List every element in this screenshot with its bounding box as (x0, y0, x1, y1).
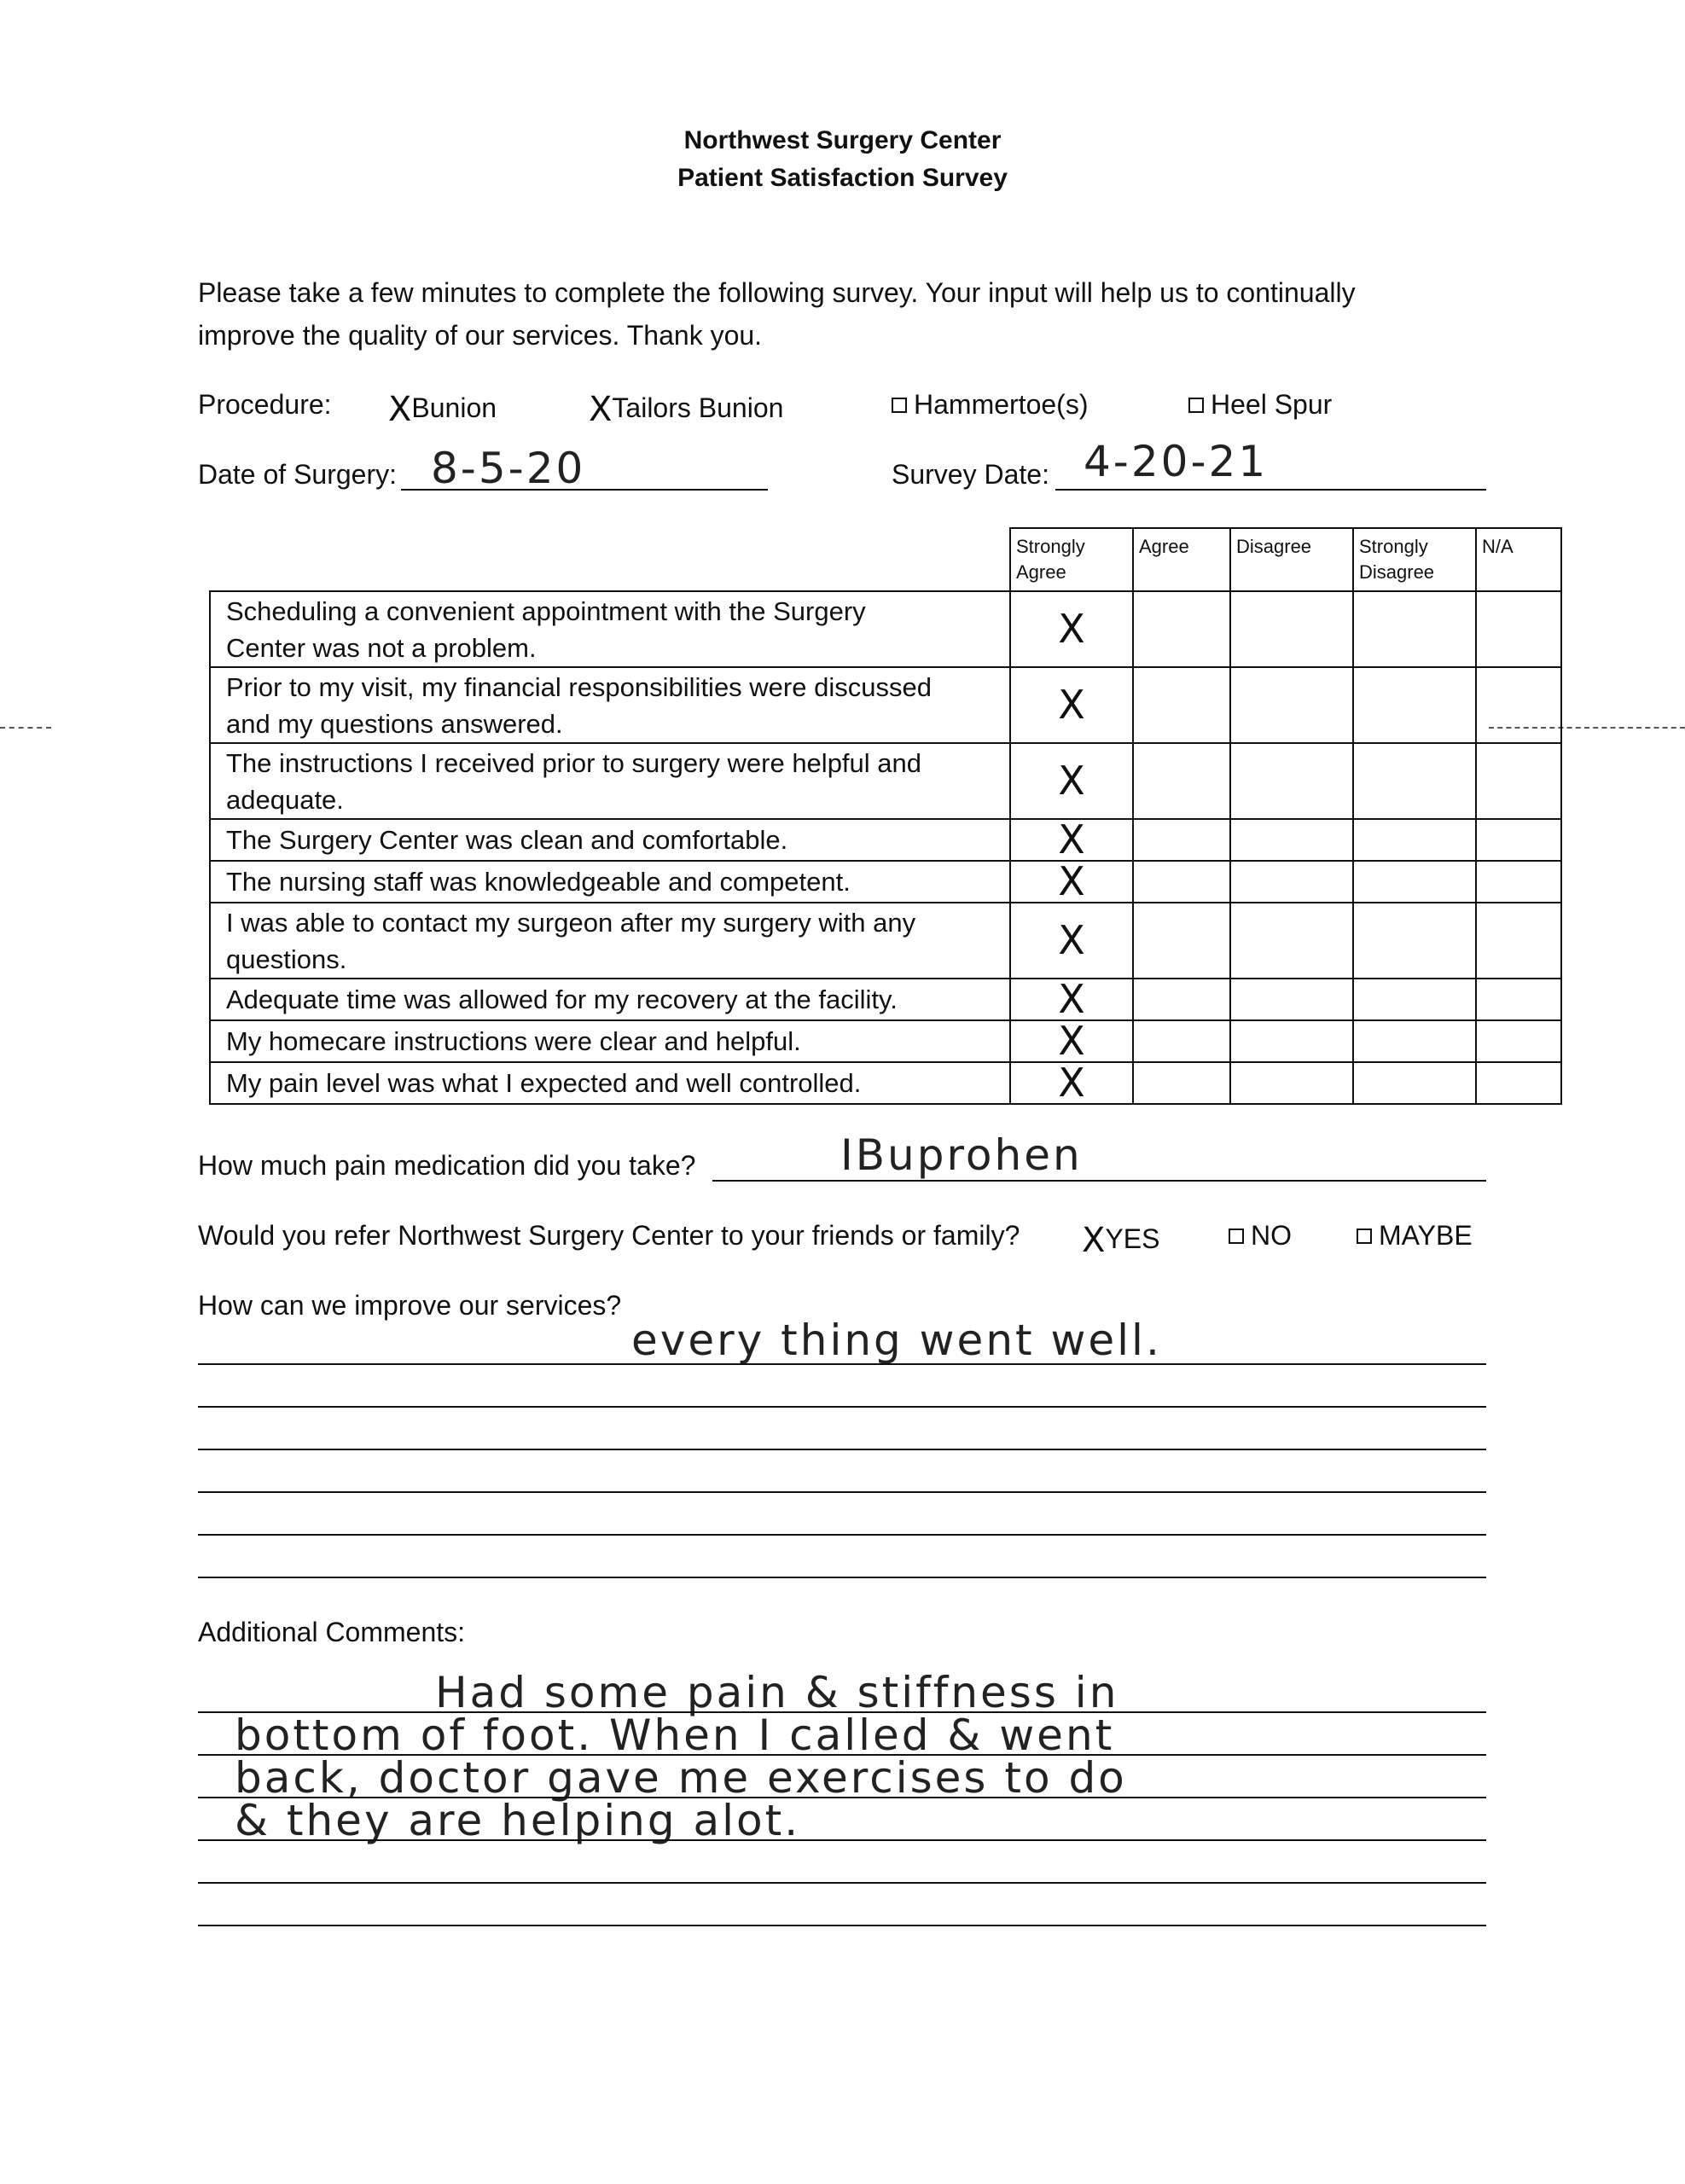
answer-cell-strongly-agree[interactable] (1010, 976, 1133, 1022)
checkbox-icon (1357, 1228, 1372, 1244)
refer-question: Would you refer Northwest Surgery Center to your friends or family? (198, 1220, 1020, 1251)
answer-cell-agree[interactable] (1133, 667, 1230, 743)
checkbox-icon (892, 398, 907, 413)
answer-cell-agree[interactable] (1133, 743, 1230, 819)
x-mark: X (1058, 606, 1085, 652)
question-cell: The instructions I received prior to surgery were helpful and adequate. (210, 743, 1010, 819)
writing-line (198, 1363, 1486, 1365)
procedure-option-heel-spur[interactable] (1188, 389, 1332, 421)
x-mark: X (1058, 682, 1085, 728)
comment-line-3[interactable]: back, doctor gave me exercises to do (235, 1753, 1127, 1803)
answer-cell-agree[interactable] (1133, 1062, 1230, 1104)
comment-line-2[interactable]: bottom of foot. When I called & went (235, 1711, 1115, 1760)
answer-cell-disagree[interactable] (1230, 743, 1353, 819)
checkbox-icon (1188, 398, 1204, 413)
answer-cell-strongly-disagree[interactable] (1353, 819, 1476, 861)
procedure-option-bunion[interactable] (388, 389, 497, 429)
procedure-label: Procedure: (198, 389, 332, 420)
column-header: N/A (1476, 528, 1561, 591)
refer-option-maybe[interactable] (1357, 1220, 1473, 1252)
table-row (210, 743, 1561, 819)
medication-question: How much pain medication did you take? (198, 1150, 696, 1181)
table-row (210, 1020, 1561, 1062)
answer-cell-strongly-disagree[interactable] (1353, 1062, 1476, 1104)
x-mark: X (1058, 917, 1085, 963)
procedure-option-label: Tailors Bunion (612, 392, 784, 423)
fold-mark (0, 727, 51, 729)
refer-option-no[interactable] (1229, 1220, 1292, 1252)
procedure-option-label: Hammertoe(s) (914, 389, 1089, 420)
answer-cell-strongly-disagree[interactable] (1353, 1020, 1476, 1062)
answer-cell-na[interactable] (1476, 591, 1561, 667)
answer-cell-strongly-agree[interactable] (1010, 591, 1133, 667)
satisfaction-table (209, 527, 1562, 1105)
writing-line (198, 1534, 1486, 1536)
answer-cell-na[interactable] (1476, 861, 1561, 903)
column-header: Disagree (1230, 528, 1353, 591)
answer-cell-disagree[interactable] (1230, 819, 1353, 861)
table-row (210, 819, 1561, 861)
refer-option-label: MAYBE (1379, 1220, 1473, 1251)
x-mark: X (1058, 976, 1085, 1022)
answer-cell-agree[interactable] (1133, 591, 1230, 667)
answer-cell-strongly-agree[interactable] (1010, 903, 1133, 979)
checked-x-mark: X (589, 390, 613, 429)
answer-cell-strongly-disagree[interactable] (1353, 861, 1476, 903)
x-mark: X (1058, 1018, 1085, 1064)
answer-cell-agree[interactable] (1133, 903, 1230, 979)
answer-cell-disagree[interactable] (1230, 1062, 1353, 1104)
comment-line-1[interactable]: Had some pain & stiffness in (435, 1668, 1119, 1717)
table-row (210, 591, 1561, 667)
answer-cell-agree[interactable] (1133, 861, 1230, 903)
survey-date-line (1055, 489, 1486, 491)
writing-line (198, 1491, 1486, 1493)
surgery-date-value[interactable]: 8-5-20 (431, 444, 586, 493)
table-row (210, 667, 1561, 743)
answer-cell-strongly-agree[interactable] (1010, 858, 1133, 904)
answer-cell-strongly-disagree[interactable] (1353, 979, 1476, 1020)
column-header: Strongly Agree (1010, 528, 1133, 591)
column-header: Strongly Disagree (1353, 528, 1476, 591)
comments-label: Additional Comments: (198, 1617, 466, 1647)
intro-line-1: Please take a few minutes to complete the following survey. Your input will help us to continually (198, 277, 1356, 308)
answer-cell-strongly-agree[interactable] (1010, 1062, 1133, 1104)
answer-cell-strongly-agree[interactable] (1010, 1020, 1133, 1062)
procedure-option-hammertoe[interactable] (892, 389, 1088, 421)
medication-answer-line (712, 1180, 1486, 1182)
answer-cell-na[interactable] (1476, 979, 1561, 1020)
comment-line-4[interactable]: & they are helping alot. (235, 1796, 801, 1845)
intro-line-2: improve the quality of our services. Thank you. (198, 320, 763, 351)
table-row (210, 1062, 1561, 1104)
question-cell: Scheduling a convenient appointment with the Surgery Center was not a problem. (210, 591, 1010, 667)
answer-cell-disagree[interactable] (1230, 667, 1353, 743)
answer-cell-strongly-disagree[interactable] (1353, 591, 1476, 667)
procedure-option-tailors-bunion[interactable] (589, 389, 784, 429)
procedure-option-label: Heel Spur (1211, 389, 1333, 420)
question-cell: Prior to my visit, my financial responsibilities were discussed and my questions answered. (210, 667, 1010, 743)
answer-cell-agree[interactable] (1133, 979, 1230, 1020)
answer-cell-strongly-agree[interactable] (1010, 816, 1133, 863)
answer-cell-strongly-disagree[interactable] (1353, 743, 1476, 819)
table-row (210, 979, 1561, 1020)
medication-answer[interactable]: IBuprohen (840, 1130, 1083, 1180)
surgery-date-label: Date of Surgery: (198, 459, 397, 490)
answer-cell-disagree[interactable] (1230, 979, 1353, 1020)
column-header: Agree (1133, 528, 1230, 591)
answer-cell-disagree[interactable] (1230, 1020, 1353, 1062)
question-cell: I was able to contact my surgeon after my surgery with any questions. (210, 903, 1010, 979)
question-cell: My homecare instructions were clear and helpful. (210, 1020, 1010, 1062)
writing-line (198, 1449, 1486, 1450)
answer-cell-agree[interactable] (1133, 1020, 1230, 1062)
answer-cell-na[interactable] (1476, 819, 1561, 861)
answer-cell-na[interactable] (1476, 667, 1561, 743)
survey-title: Patient Satisfaction Survey (677, 164, 1008, 192)
refer-option-label: NO (1251, 1220, 1292, 1251)
improve-answer[interactable]: every thing went well. (631, 1316, 1162, 1365)
x-mark: X (1058, 858, 1085, 904)
improve-question: How can we improve our services? (198, 1290, 622, 1321)
table-row (210, 903, 1561, 979)
answer-cell-disagree[interactable] (1230, 591, 1353, 667)
survey-date-value[interactable]: 4-20-21 (1084, 437, 1269, 486)
answer-cell-disagree[interactable] (1230, 861, 1353, 903)
x-mark: X (1058, 816, 1085, 863)
question-cell: My pain level was what I expected and well controlled. (210, 1062, 1010, 1104)
question-cell: The Surgery Center was clean and comfortable. (210, 819, 1010, 861)
checkbox-icon (1229, 1228, 1244, 1244)
writing-line (198, 1406, 1486, 1408)
refer-option-label: YES (1105, 1223, 1160, 1254)
checked-x-mark: X (1082, 1221, 1106, 1260)
answer-cell-na[interactable] (1476, 1062, 1561, 1104)
answer-cell-na[interactable] (1476, 903, 1561, 979)
answer-cell-na[interactable] (1476, 743, 1561, 819)
writing-line (198, 1925, 1486, 1926)
answer-cell-strongly-agree[interactable] (1010, 743, 1133, 819)
answer-cell-na[interactable] (1476, 1020, 1561, 1062)
question-cell: Adequate time was allowed for my recovery at the facility. (210, 979, 1010, 1020)
survey-date-label: Survey Date: (892, 459, 1049, 490)
answer-cell-strongly-agree[interactable] (1010, 667, 1133, 743)
checked-x-mark: X (388, 390, 412, 429)
writing-line (198, 1577, 1486, 1578)
answer-cell-strongly-disagree[interactable] (1353, 667, 1476, 743)
table-row (210, 861, 1561, 903)
question-cell: The nursing staff was knowledgeable and competent. (210, 861, 1010, 903)
x-mark: X (1058, 758, 1085, 804)
writing-line (198, 1839, 1486, 1841)
refer-option-yes[interactable] (1082, 1220, 1160, 1260)
answer-cell-agree[interactable] (1133, 819, 1230, 861)
organization-name: Northwest Surgery Center (683, 126, 1002, 154)
answer-cell-strongly-disagree[interactable] (1353, 903, 1476, 979)
procedure-option-label: Bunion (411, 392, 497, 423)
writing-line (198, 1882, 1486, 1884)
table-header-row (210, 528, 1561, 591)
answer-cell-disagree[interactable] (1230, 903, 1353, 979)
x-mark: X (1058, 1060, 1085, 1106)
